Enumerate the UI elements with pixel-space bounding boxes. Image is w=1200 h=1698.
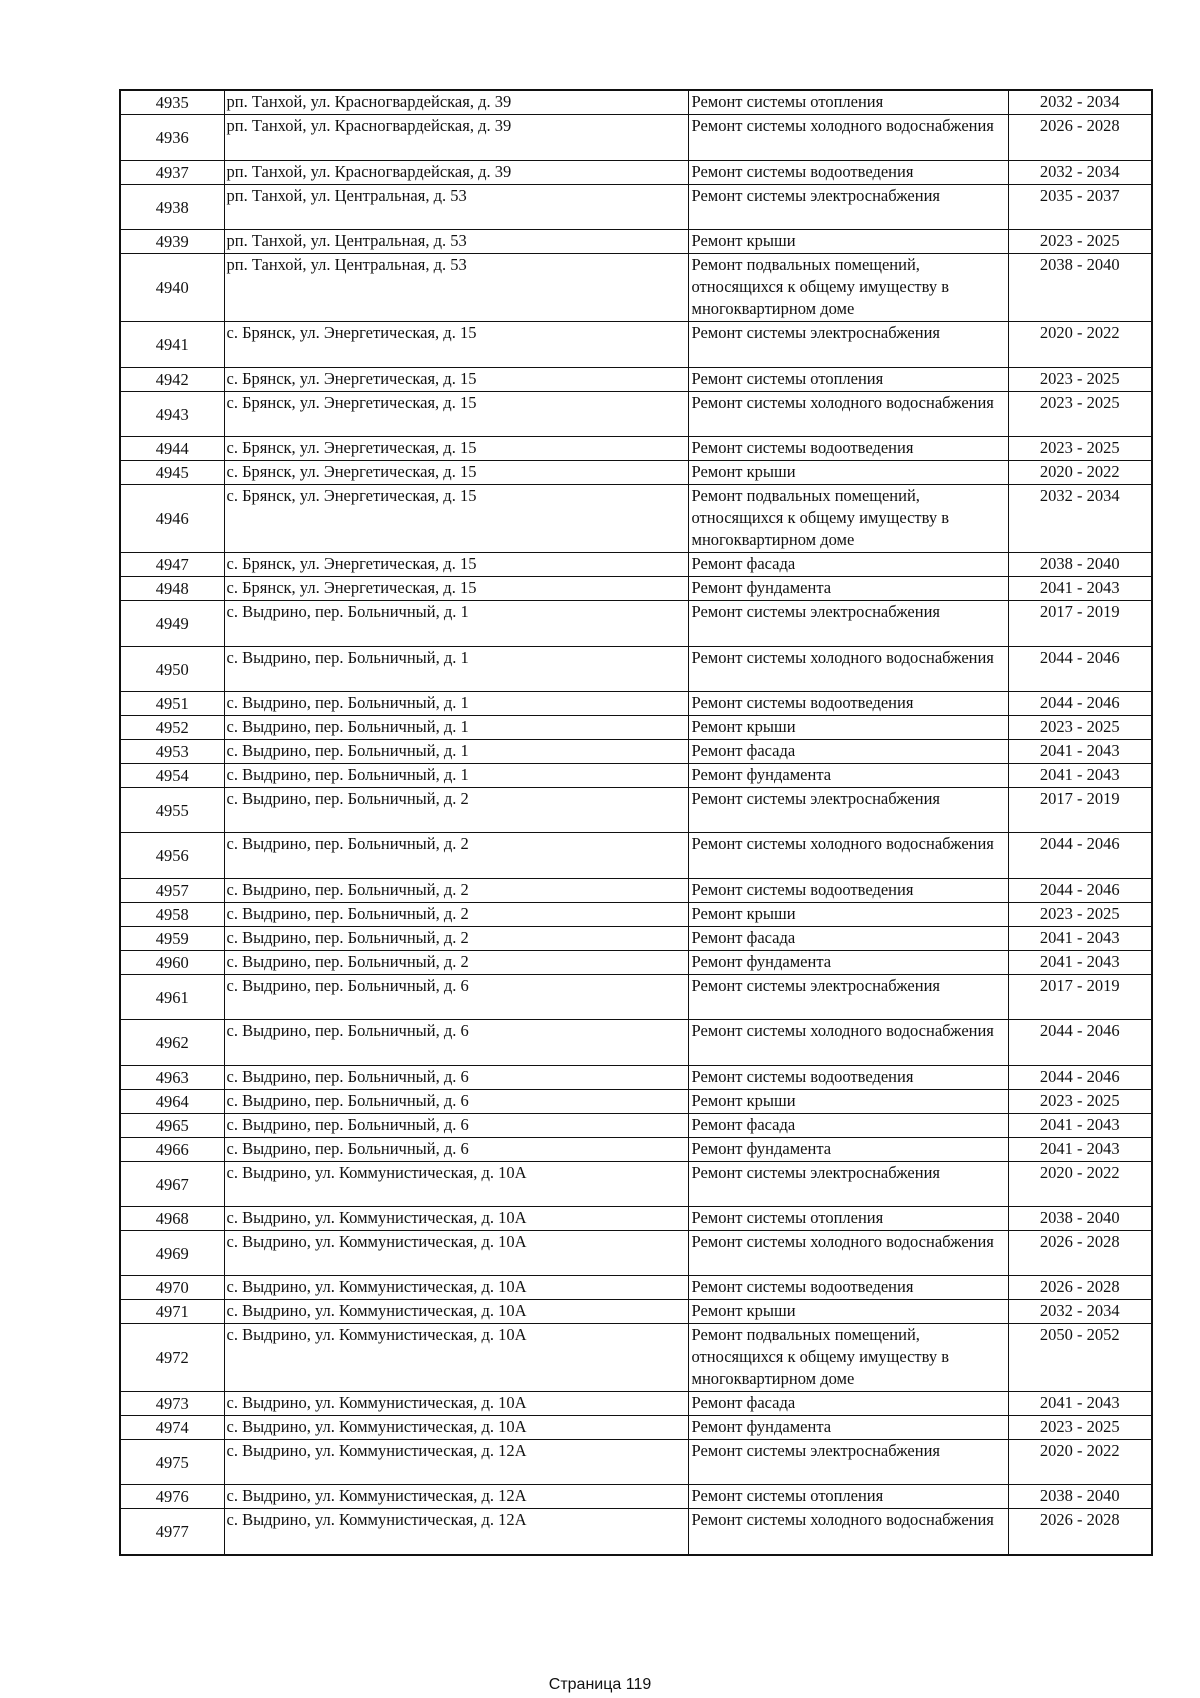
row-number: 4939 [120, 230, 224, 254]
address-cell: с. Выдрино, пер. Больничный, д. 1 [224, 692, 688, 716]
period-cell: 2023 - 2025 [1008, 1416, 1152, 1440]
row-number: 4968 [120, 1207, 224, 1231]
work-type-cell: Ремонт фундамента [688, 1138, 1008, 1162]
row-number: 4954 [120, 764, 224, 788]
address-cell: рп. Танхой, ул. Красногвардейская, д. 39 [224, 90, 688, 115]
address-cell: с. Выдрино, пер. Больничный, д. 2 [224, 879, 688, 903]
work-type-cell: Ремонт системы водоотведения [688, 437, 1008, 461]
work-type-cell: Ремонт системы электроснабжения [688, 601, 1008, 647]
work-type-cell: Ремонт фундамента [688, 951, 1008, 975]
period-cell: 2023 - 2025 [1008, 437, 1152, 461]
row-number: 4950 [120, 647, 224, 692]
address-cell: с. Выдрино, ул. Коммунистическая, д. 12А [224, 1509, 688, 1555]
period-cell: 2038 - 2040 [1008, 1207, 1152, 1231]
period-cell: 2038 - 2040 [1008, 254, 1152, 322]
period-cell: 2035 - 2037 [1008, 185, 1152, 230]
period-cell: 2044 - 2046 [1008, 1066, 1152, 1090]
address-cell: с. Выдрино, пер. Больничный, д. 6 [224, 1090, 688, 1114]
period-cell: 2041 - 2043 [1008, 951, 1152, 975]
row-number: 4961 [120, 975, 224, 1020]
table-row [120, 1020, 1152, 1066]
work-type-cell: Ремонт подвальных помещений, относящихся к общему имуществу в многоквартирном доме [688, 254, 1008, 322]
address-cell: с. Выдрино, пер. Больничный, д. 6 [224, 1138, 688, 1162]
row-number: 4948 [120, 577, 224, 601]
work-type-cell: Ремонт крыши [688, 1090, 1008, 1114]
period-cell: 2050 - 2052 [1008, 1324, 1152, 1392]
period-cell: 2020 - 2022 [1008, 1440, 1152, 1485]
period-cell: 2020 - 2022 [1008, 322, 1152, 368]
work-type-cell: Ремонт крыши [688, 1300, 1008, 1324]
period-cell: 2041 - 2043 [1008, 764, 1152, 788]
address-cell: с. Выдрино, ул. Коммунистическая, д. 12А [224, 1440, 688, 1485]
row-number: 4969 [120, 1231, 224, 1276]
address-cell: с. Брянск, ул. Энергетическая, д. 15 [224, 368, 688, 392]
address-cell: с. Выдрино, пер. Больничный, д. 1 [224, 740, 688, 764]
period-cell: 2044 - 2046 [1008, 879, 1152, 903]
table-row [120, 185, 1152, 230]
work-type-cell: Ремонт фундамента [688, 764, 1008, 788]
row-number: 4955 [120, 788, 224, 833]
row-number: 4937 [120, 161, 224, 185]
table-row [120, 485, 1152, 553]
table-row [120, 553, 1152, 577]
work-type-cell: Ремонт крыши [688, 461, 1008, 485]
period-cell: 2023 - 2025 [1008, 903, 1152, 927]
row-number: 4952 [120, 716, 224, 740]
address-cell: с. Выдрино, пер. Больничный, д. 1 [224, 764, 688, 788]
period-cell: 2017 - 2019 [1008, 788, 1152, 833]
period-cell: 2020 - 2022 [1008, 461, 1152, 485]
address-cell: с. Выдрино, ул. Коммунистическая, д. 10А [224, 1276, 688, 1300]
row-number: 4959 [120, 927, 224, 951]
table-row [120, 975, 1152, 1020]
address-cell: с. Брянск, ул. Энергетическая, д. 15 [224, 322, 688, 368]
address-cell: с. Выдрино, ул. Коммунистическая, д. 10А [224, 1324, 688, 1392]
row-number: 4965 [120, 1114, 224, 1138]
table-row [120, 1231, 1152, 1276]
row-number: 4956 [120, 833, 224, 879]
row-number: 4967 [120, 1162, 224, 1207]
period-cell: 2023 - 2025 [1008, 368, 1152, 392]
address-cell: с. Выдрино, ул. Коммунистическая, д. 10А [224, 1231, 688, 1276]
table-row [120, 692, 1152, 716]
address-cell: рп. Танхой, ул. Красногвардейская, д. 39 [224, 161, 688, 185]
table-row [120, 951, 1152, 975]
period-cell: 2041 - 2043 [1008, 927, 1152, 951]
address-cell: с. Выдрино, ул. Коммунистическая, д. 10А [224, 1162, 688, 1207]
table-row [120, 1509, 1152, 1555]
address-cell: с. Брянск, ул. Энергетическая, д. 15 [224, 485, 688, 553]
address-cell: с. Брянск, ул. Энергетическая, д. 15 [224, 437, 688, 461]
period-cell: 2017 - 2019 [1008, 601, 1152, 647]
row-number: 4951 [120, 692, 224, 716]
row-number: 4944 [120, 437, 224, 461]
table-row [120, 1090, 1152, 1114]
period-cell: 2044 - 2046 [1008, 833, 1152, 879]
address-cell: с. Выдрино, пер. Больничный, д. 6 [224, 1114, 688, 1138]
period-cell: 2023 - 2025 [1008, 716, 1152, 740]
table-row [120, 601, 1152, 647]
work-type-cell: Ремонт системы холодного водоснабжения [688, 115, 1008, 161]
work-type-cell: Ремонт крыши [688, 230, 1008, 254]
work-type-cell: Ремонт системы холодного водоснабжения [688, 1020, 1008, 1066]
work-type-cell: Ремонт системы водоотведения [688, 692, 1008, 716]
work-type-cell: Ремонт фасада [688, 927, 1008, 951]
row-number: 4953 [120, 740, 224, 764]
address-cell: с. Брянск, ул. Энергетическая, д. 15 [224, 577, 688, 601]
work-type-cell: Ремонт подвальных помещений, относящихся к общему имуществу в многоквартирном доме [688, 485, 1008, 553]
table-row [120, 927, 1152, 951]
table-row [120, 833, 1152, 879]
work-type-cell: Ремонт системы отопления [688, 368, 1008, 392]
table-row [120, 254, 1152, 322]
row-number: 4945 [120, 461, 224, 485]
period-cell: 2026 - 2028 [1008, 115, 1152, 161]
period-cell: 2032 - 2034 [1008, 1300, 1152, 1324]
page-number: Страница 119 [548, 1676, 652, 1693]
period-cell: 2041 - 2043 [1008, 1138, 1152, 1162]
table-row [120, 1485, 1152, 1509]
table-row [120, 368, 1152, 392]
table-row [120, 392, 1152, 437]
row-number: 4977 [120, 1509, 224, 1555]
period-cell: 2032 - 2034 [1008, 485, 1152, 553]
period-cell: 2041 - 2043 [1008, 1114, 1152, 1138]
row-number: 4975 [120, 1440, 224, 1485]
table-row [120, 879, 1152, 903]
row-number: 4943 [120, 392, 224, 437]
table-row [120, 903, 1152, 927]
address-cell: рп. Танхой, ул. Центральная, д. 53 [224, 185, 688, 230]
row-number: 4940 [120, 254, 224, 322]
work-type-cell: Ремонт фасада [688, 740, 1008, 764]
table-row [120, 1066, 1152, 1090]
table-row [120, 1114, 1152, 1138]
table-row [120, 230, 1152, 254]
period-cell: 2020 - 2022 [1008, 1162, 1152, 1207]
work-type-cell: Ремонт системы электроснабжения [688, 1440, 1008, 1485]
row-number: 4964 [120, 1090, 224, 1114]
row-number: 4941 [120, 322, 224, 368]
address-cell: с. Выдрино, пер. Больничный, д. 1 [224, 716, 688, 740]
period-cell: 2038 - 2040 [1008, 553, 1152, 577]
period-cell: 2041 - 2043 [1008, 1392, 1152, 1416]
work-type-cell: Ремонт системы холодного водоснабжения [688, 1231, 1008, 1276]
address-cell: с. Выдрино, пер. Больничный, д. 2 [224, 788, 688, 833]
table-row [120, 461, 1152, 485]
work-type-cell: Ремонт фасада [688, 1114, 1008, 1138]
table-row [120, 764, 1152, 788]
work-type-cell: Ремонт системы водоотведения [688, 879, 1008, 903]
table-row [120, 647, 1152, 692]
table-row [120, 740, 1152, 764]
address-cell: с. Выдрино, пер. Больничный, д. 6 [224, 1066, 688, 1090]
period-cell: 2026 - 2028 [1008, 1276, 1152, 1300]
row-number: 4973 [120, 1392, 224, 1416]
table-row [120, 716, 1152, 740]
work-type-cell: Ремонт системы холодного водоснабжения [688, 392, 1008, 437]
work-type-cell: Ремонт системы холодного водоснабжения [688, 1509, 1008, 1555]
table-row [120, 1138, 1152, 1162]
address-cell: с. Брянск, ул. Энергетическая, д. 15 [224, 461, 688, 485]
row-number: 4960 [120, 951, 224, 975]
work-type-cell: Ремонт крыши [688, 716, 1008, 740]
period-cell: 2038 - 2040 [1008, 1485, 1152, 1509]
period-cell: 2044 - 2046 [1008, 692, 1152, 716]
work-type-cell: Ремонт системы отопления [688, 1485, 1008, 1509]
address-cell: с. Выдрино, пер. Больничный, д. 6 [224, 1020, 688, 1066]
table-row [120, 161, 1152, 185]
work-type-cell: Ремонт системы отопления [688, 1207, 1008, 1231]
work-type-cell: Ремонт системы электроснабжения [688, 975, 1008, 1020]
row-number: 4974 [120, 1416, 224, 1440]
work-type-cell: Ремонт системы водоотведения [688, 1066, 1008, 1090]
address-cell: с. Выдрино, ул. Коммунистическая, д. 12А [224, 1485, 688, 1509]
address-cell: рп. Танхой, ул. Центральная, д. 53 [224, 230, 688, 254]
address-cell: с. Выдрино, пер. Больничный, д. 2 [224, 951, 688, 975]
address-cell: с. Брянск, ул. Энергетическая, д. 15 [224, 392, 688, 437]
address-cell: с. Выдрино, пер. Больничный, д. 2 [224, 903, 688, 927]
table-row [120, 1324, 1152, 1392]
period-cell: 2032 - 2034 [1008, 90, 1152, 115]
row-number: 4976 [120, 1485, 224, 1509]
row-number: 4938 [120, 185, 224, 230]
address-cell: с. Выдрино, пер. Больничный, д. 1 [224, 647, 688, 692]
period-cell: 2041 - 2043 [1008, 577, 1152, 601]
table-row [120, 788, 1152, 833]
table-row [120, 1207, 1152, 1231]
row-number: 4946 [120, 485, 224, 553]
table-row [120, 115, 1152, 161]
row-number: 4972 [120, 1324, 224, 1392]
table-row [120, 1440, 1152, 1485]
table-row [120, 1416, 1152, 1440]
address-cell: с. Выдрино, ул. Коммунистическая, д. 10А [224, 1300, 688, 1324]
work-type-cell: Ремонт крыши [688, 903, 1008, 927]
row-number: 4962 [120, 1020, 224, 1066]
work-type-cell: Ремонт фасада [688, 553, 1008, 577]
row-number: 4949 [120, 601, 224, 647]
address-cell: с. Выдрино, ул. Коммунистическая, д. 10А [224, 1392, 688, 1416]
period-cell: 2023 - 2025 [1008, 1090, 1152, 1114]
address-cell: с. Выдрино, пер. Больничный, д. 2 [224, 927, 688, 951]
table-row [120, 1276, 1152, 1300]
address-cell: с. Выдрино, пер. Больничный, д. 6 [224, 975, 688, 1020]
row-number: 4970 [120, 1276, 224, 1300]
table-row [120, 1300, 1152, 1324]
work-type-cell: Ремонт системы холодного водоснабжения [688, 833, 1008, 879]
period-cell: 2044 - 2046 [1008, 647, 1152, 692]
work-type-cell: Ремонт системы электроснабжения [688, 322, 1008, 368]
table-row [120, 322, 1152, 368]
work-type-cell: Ремонт системы водоотведения [688, 161, 1008, 185]
period-cell: 2026 - 2028 [1008, 1231, 1152, 1276]
row-number: 4935 [120, 90, 224, 115]
period-cell: 2026 - 2028 [1008, 1509, 1152, 1555]
work-type-cell: Ремонт системы электроснабжения [688, 1162, 1008, 1207]
work-type-cell: Ремонт системы холодного водоснабжения [688, 647, 1008, 692]
table-row [120, 90, 1152, 115]
period-cell: 2041 - 2043 [1008, 740, 1152, 764]
period-cell: 2023 - 2025 [1008, 230, 1152, 254]
period-cell: 2017 - 2019 [1008, 975, 1152, 1020]
period-cell: 2044 - 2046 [1008, 1020, 1152, 1066]
row-number: 4958 [120, 903, 224, 927]
address-cell: с. Выдрино, пер. Больничный, д. 2 [224, 833, 688, 879]
work-type-cell: Ремонт подвальных помещений, относящихся к общему имуществу в многоквартирном доме [688, 1324, 1008, 1392]
row-number: 4942 [120, 368, 224, 392]
table-row [120, 1162, 1152, 1207]
row-number: 4966 [120, 1138, 224, 1162]
work-type-cell: Ремонт фундамента [688, 1416, 1008, 1440]
address-cell: с. Выдрино, ул. Коммунистическая, д. 10А [224, 1416, 688, 1440]
work-type-cell: Ремонт фасада [688, 1392, 1008, 1416]
row-number: 4957 [120, 879, 224, 903]
table-body [120, 90, 1152, 1555]
row-number: 4947 [120, 553, 224, 577]
table-row [120, 1392, 1152, 1416]
table-row [120, 437, 1152, 461]
work-type-cell: Ремонт системы электроснабжения [688, 788, 1008, 833]
period-cell: 2032 - 2034 [1008, 161, 1152, 185]
work-type-cell: Ремонт системы отопления [688, 90, 1008, 115]
table-row [120, 577, 1152, 601]
row-number: 4971 [120, 1300, 224, 1324]
address-cell: с. Брянск, ул. Энергетическая, д. 15 [224, 553, 688, 577]
row-number: 4963 [120, 1066, 224, 1090]
work-type-cell: Ремонт системы электроснабжения [688, 185, 1008, 230]
address-cell: с. Выдрино, ул. Коммунистическая, д. 10А [224, 1207, 688, 1231]
work-type-cell: Ремонт фундамента [688, 577, 1008, 601]
address-cell: рп. Танхой, ул. Центральная, д. 53 [224, 254, 688, 322]
row-number: 4936 [120, 115, 224, 161]
period-cell: 2023 - 2025 [1008, 392, 1152, 437]
repair-schedule-table [119, 89, 1153, 1556]
work-type-cell: Ремонт системы водоотведения [688, 1276, 1008, 1300]
address-cell: с. Выдрино, пер. Больничный, д. 1 [224, 601, 688, 647]
address-cell: рп. Танхой, ул. Красногвардейская, д. 39 [224, 115, 688, 161]
